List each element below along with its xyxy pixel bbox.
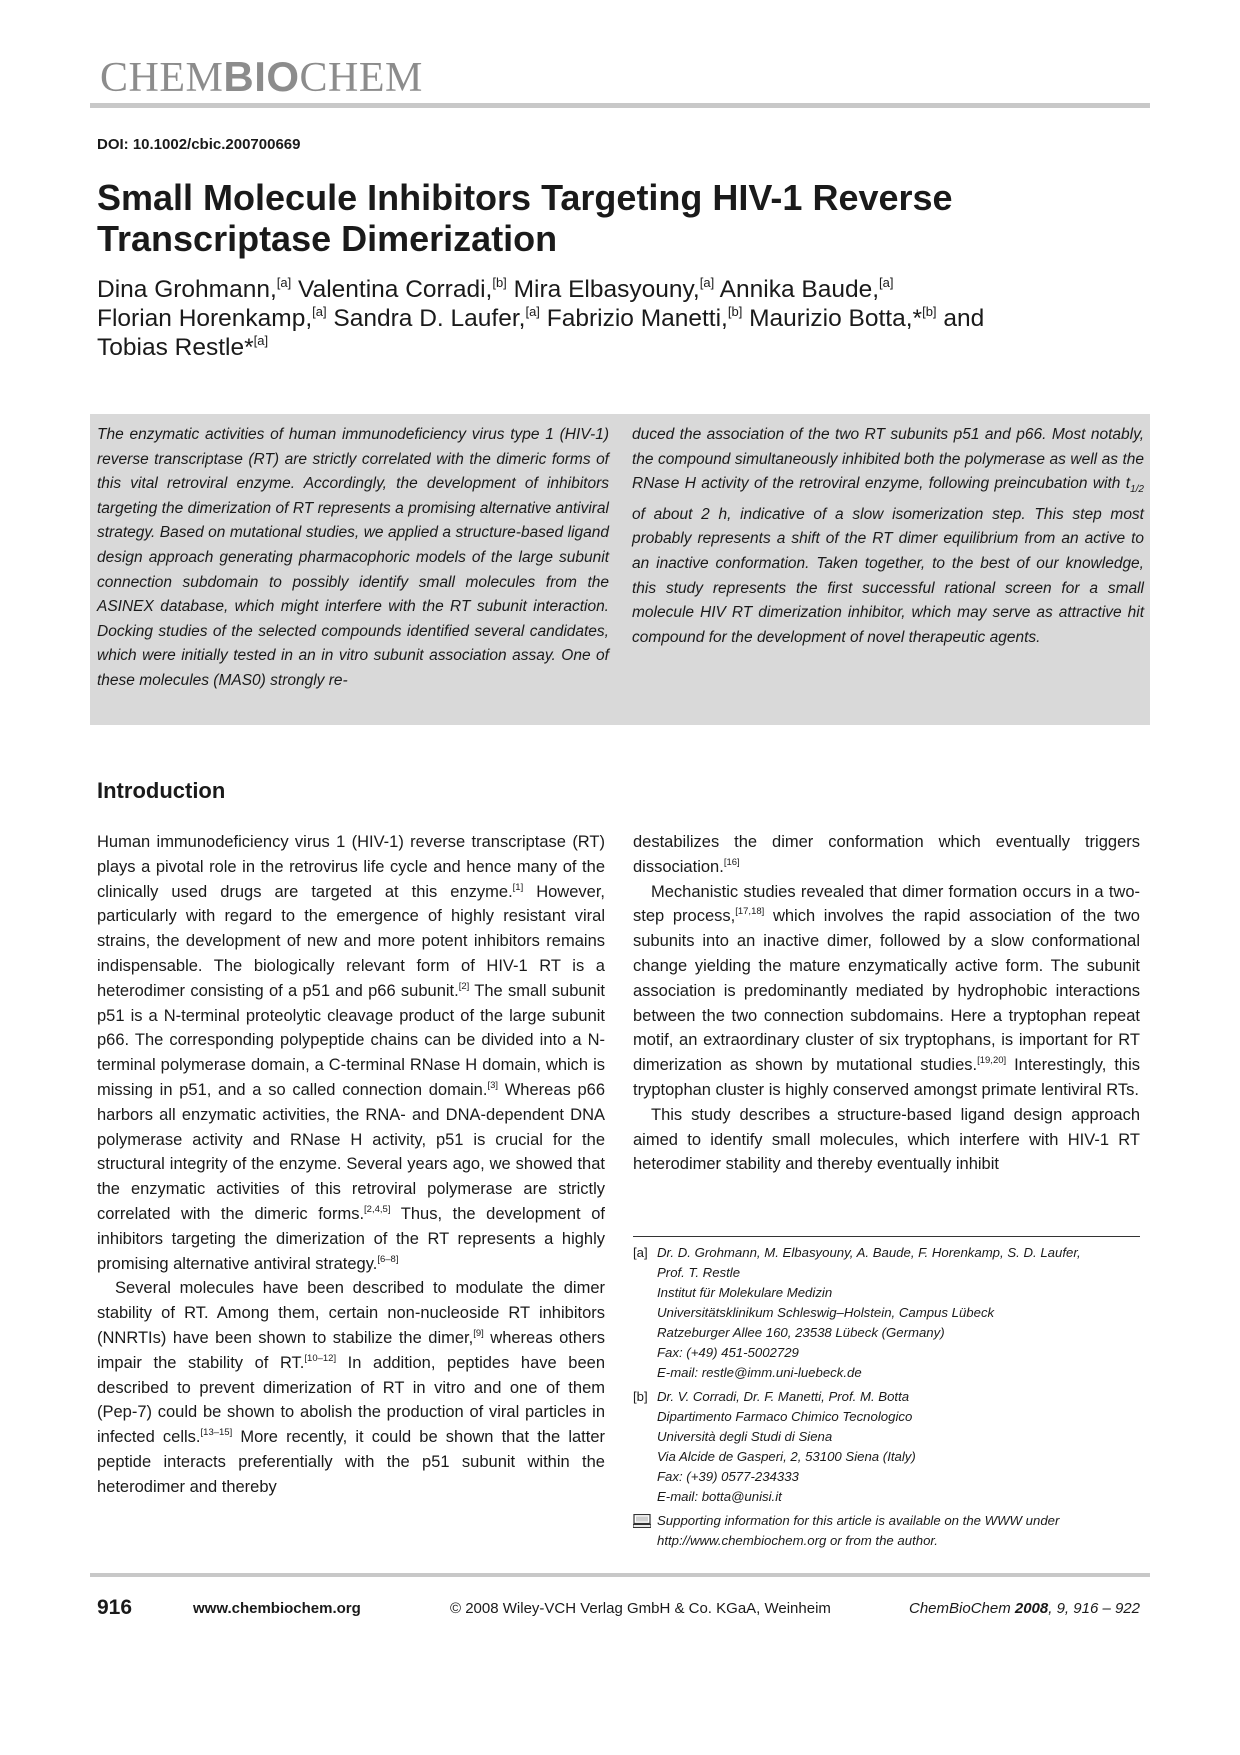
author-name: Florian Horenkamp,: [97, 305, 313, 332]
author-affiliation-mark: [b]: [492, 275, 507, 290]
author-list: [97, 275, 1137, 362]
text-run: Human immunodeficiency virus 1 (HIV-1) reverse transcriptase (RT) plays a pivotal role in the retrovirus life cycle and hence many of the clinically used drugs are targeted at this enzyme.: [97, 833, 605, 901]
doi[interactable]: DOI: 10.1002/cbic.200700669: [97, 136, 301, 153]
author-affiliation-mark: [a]: [276, 275, 292, 290]
abstract-half-life-sub: 1/2: [1130, 484, 1144, 496]
computer-icon: [633, 1514, 651, 1528]
supporting-info: [633, 1511, 1143, 1551]
author-name: Valentina Corradi,: [298, 276, 493, 303]
affiliation-line: Dr. D. Grohmann, M. Elbasyouny, A. Baude, F. Horenkamp, S. D. Laufer,: [657, 1245, 1081, 1260]
affiliation-line: Via Alcide de Gasperi, 2, 53100 Siena (Italy): [657, 1449, 916, 1464]
affiliation-email[interactable]: E-mail: restle@imm.uni-luebeck.de: [657, 1365, 862, 1380]
author: [514, 276, 715, 303]
author: [97, 276, 291, 303]
abstract-left-column: [97, 423, 609, 694]
affiliation-line: Dipartimento Farmaco Chimico Tecnologico: [657, 1409, 913, 1424]
text-run: destabilizes the dimer conformation which eventually triggers dissociation.: [633, 833, 1140, 876]
author-line-3: [97, 333, 1137, 362]
affiliation-fax: Fax: (+49) 451-5002729: [657, 1345, 799, 1360]
body-left-column: [97, 830, 605, 1500]
author-conjunction: and: [943, 305, 985, 332]
supporting-link[interactable]: http://www.chembiochem.org or from the author.: [657, 1533, 938, 1548]
citation-ref[interactable]: [10–12]: [304, 1352, 337, 1364]
citation-ref[interactable]: [19,20]: [977, 1055, 1007, 1067]
text-run: Thus, the development of inhibitors targeting the dimerization of the RT represents a highly promising alternative antiviral strategy.: [97, 1204, 605, 1273]
author-affiliation-mark: [b]: [727, 304, 743, 319]
logo-bio: BIO: [223, 53, 300, 100]
author-affiliation-mark: [a]: [879, 275, 894, 290]
page-number: 916: [97, 1596, 133, 1619]
author: [720, 276, 894, 303]
affiliation-tag: [a]: [633, 1245, 648, 1260]
citation-volume-pages: , 9, 916 – 922: [1048, 1600, 1140, 1617]
author-name: Mira Elbasyouny,: [513, 276, 700, 303]
affiliation-a: [633, 1243, 1143, 1383]
author-name: Maurizio Botta,*: [749, 305, 923, 332]
affiliation-line: Dr. V. Corradi, Dr. F. Manetti, Prof. M. Botta: [657, 1389, 910, 1404]
author-name: Dina Grohmann,: [97, 276, 277, 303]
abstract-right-text-2: of about 2 h, indicative of a slow isomerization step. This step most probably represents a shift of the RT dimer equilibrium from an active to an inactive conformation. Taken together, to the best of our knowledge, this study represents the first successful rational screen for a small molecule HIV RT dimerization inhibitor, which may serve as attractive hit compound for the development of novel therapeutic agents.: [632, 505, 1144, 646]
body-right-column: [633, 830, 1140, 1177]
abstract-box: [90, 414, 1150, 725]
text-run: This study describes a structure-based ligand design approach aimed to identify small molecules, which interfere with HIV-1 RT heterodimer stability and thereby eventually inhibit: [633, 1105, 1140, 1174]
affiliation-line: Università degli Studi di Siena: [657, 1429, 833, 1444]
affiliation-email[interactable]: E-mail: botta@unisi.it: [657, 1489, 782, 1504]
journal-logo: [100, 53, 423, 101]
author: [333, 305, 540, 332]
text-run: Several molecules have been described to modulate the dimer stability of RT. Among them, certain non-nucleoside RT inhibitors (NNRTIs) have been shown to stabilize the dimer,: [97, 1279, 605, 1347]
citation: [909, 1600, 1140, 1617]
affiliation-line: Universitätsklinikum Schleswig–Holstein, Campus Lübeck: [657, 1305, 995, 1320]
author-name: Annika Baude,: [719, 276, 880, 303]
affiliation-line: Prof. T. Restle: [657, 1265, 741, 1280]
page-footer: [97, 1596, 1140, 1624]
affiliation-rule: [633, 1236, 1140, 1237]
paragraph: [97, 1276, 605, 1499]
supporting-line-1: Supporting information for this article is available on the WWW under: [657, 1513, 1060, 1528]
citation-journal: ChemBioChem: [909, 1600, 1015, 1617]
author: [298, 276, 507, 303]
author-affiliation-mark: [b]: [922, 304, 937, 319]
citation-ref[interactable]: [2]: [458, 980, 470, 992]
text-run: However, particularly with regard to the emergence of highly resistant viral strains, the development of new and more potent inhibitors remains indispensable. The biologically relevant form of HIV-1 RT is a heterodimer consisting of a p51 and p66 subunit.: [97, 882, 605, 1000]
abstract-right-text-1: duced the association of the two RT subunits p51 and p66. Most notably, the compound simultaneously inhibited both the polymerase as well as the RNase H activity of the retroviral enzyme, following preincubation with t: [632, 426, 1144, 493]
paragraph: [633, 880, 1140, 1103]
author-affiliation-mark: [a]: [312, 304, 327, 319]
author-name: Sandra D. Laufer,: [333, 305, 526, 332]
section-heading-introduction: Introduction: [97, 778, 226, 803]
citation-ref[interactable]: [16]: [723, 856, 740, 868]
paragraph: [633, 1103, 1140, 1177]
text-run: Interestingly, this tryptophan cluster is highly conserved amongst primate lentiviral RTs.: [633, 1056, 1140, 1099]
author-affiliation-mark: [a]: [525, 304, 540, 319]
abstract-left-text: The enzymatic activities of human immunodeficiency virus type 1 (HIV-1) reverse transcriptase (RT) are strictly correlated with the dimeric forms of this vital retroviral enzyme. Accordingly, the development of inhibitors targeting the dimerization of RT represents a promising alternative antiviral strategy. Based on mutational studies, we applied a structure-based ligand design approach generating pharmacophoric models of the large subunit connection subdomain to possibly identify small molecules from the ASINEX database, which might interfere with the RT subunit interaction. Docking studies of the selected compounds identified several candidates, which were initially tested in an in vitro subunit association assay. One of these molecules (MAS0) strongly re-: [97, 426, 609, 689]
author-affiliation-mark: [a]: [699, 275, 715, 290]
author-line-1: [97, 275, 1137, 304]
paragraph: [633, 830, 1140, 880]
author: [97, 334, 268, 361]
citation-ref[interactable]: [3]: [487, 1079, 498, 1091]
affiliation-fax: Fax: (+39) 0577-234333: [657, 1469, 799, 1484]
text-run: Mechanistic studies revealed that dimer formation occurs in a two-step process,: [633, 882, 1140, 926]
author-name: Fabrizio Manetti,: [546, 305, 728, 332]
logo-chem-2: CHEM: [299, 55, 423, 101]
citation-ref[interactable]: [2,4,5]: [364, 1203, 391, 1215]
logo-chem-1: CHEM: [100, 55, 224, 101]
title-line-1: Small Molecule Inhibitors Targeting HIV-1 Reverse: [97, 177, 953, 218]
citation-ref[interactable]: [17,18]: [735, 906, 765, 918]
affiliations: [633, 1243, 1143, 1551]
article-title: [97, 177, 1137, 259]
author: [547, 305, 743, 332]
affiliation-b: [633, 1387, 1143, 1507]
footer-rule: [90, 1573, 1150, 1577]
author: [749, 305, 936, 332]
title-line-2: Transcriptase Dimerization: [97, 218, 558, 259]
author-line-2: [97, 304, 1137, 333]
citation-ref[interactable]: [9]: [473, 1327, 484, 1339]
text-run: which involves the rapid association of the two subunits into an inactive dimer, followed by a slow conformational change yielding the mature enzymatically active form. The subunit association is predominantly mediated by hydrophobic interactions between the two connection subdomains. Here a tryptophan repeat motif, an extraordinary cluster of six tryptophans, is important for RT dimerization as shown by mutational studies.: [633, 907, 1140, 1075]
author-name: Tobias Restle*: [97, 334, 254, 361]
affiliation-line: Ratzeburger Allee 160, 23538 Lübeck (Germany): [657, 1325, 945, 1340]
citation-ref[interactable]: [1]: [512, 881, 524, 893]
journal-website-link[interactable]: www.chembiochem.org: [193, 1600, 361, 1617]
affiliation-line: Institut für Molekulare Medizin: [657, 1285, 833, 1300]
citation-year: 2008: [1014, 1600, 1049, 1617]
author: [97, 305, 327, 332]
text-run: In addition, peptides have been described to prevent dimerization of RT in vitro and one of them (Pep-7) could be shown to abolish the production of viral particles in infected cells.: [97, 1353, 605, 1447]
author-affiliation-mark: [a]: [253, 333, 269, 348]
text-run: whereas others impair the stability of RT.: [97, 1328, 605, 1372]
affiliation-tag: [b]: [633, 1389, 648, 1404]
citation-ref[interactable]: [13–15]: [200, 1427, 233, 1439]
text-run: The small subunit p51 is a N-terminal proteolytic cleavage product of the large subunit p66. The corresponding polypeptide chains can be divided into a N-terminal polymerase domain, a C-terminal RNase H domain, which is missing in p51, and a so called connection domain.: [97, 981, 605, 1099]
copyright: © 2008 Wiley-VCH Verlag GmbH & Co. KGaA, Weinheim: [450, 1600, 831, 1617]
paragraph: [97, 830, 605, 1276]
header-rule: [90, 103, 1150, 108]
text-run: More recently, it could be shown that the latter peptide interacts preferentially with the p51 subunit within the heterodimer and thereby: [97, 1428, 605, 1496]
citation-ref[interactable]: [6–8]: [377, 1253, 399, 1265]
text-run: Whereas p66 harbors all enzymatic activities, the RNA- and DNA-dependent DNA polymerase activity and RNase H activity, p51 is crucial for the structural integrity of the enzyme. Several years ago, we showed that the enzymatic activities of this retroviral polymerase are strictly correlated with the dimeric forms.: [97, 1080, 606, 1223]
abstract-right-column: [632, 423, 1144, 650]
